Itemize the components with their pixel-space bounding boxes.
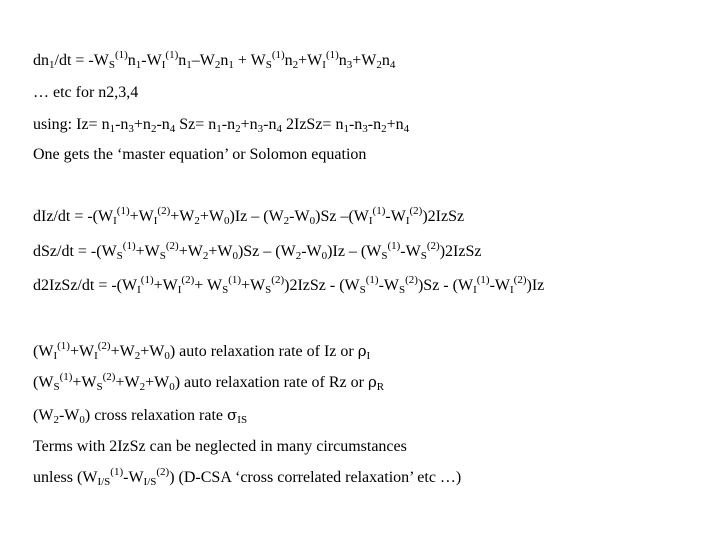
subscript: I xyxy=(137,284,141,296)
subscript: 4 xyxy=(403,123,410,135)
text-segment: + W xyxy=(194,277,223,294)
subscript: I xyxy=(153,215,158,227)
superscript: (1) xyxy=(57,340,70,352)
text-segment: -n xyxy=(367,116,382,133)
text-segment: ) auto relaxation rate of Rz or xyxy=(174,374,368,391)
subscript: 3 xyxy=(257,123,264,135)
superscript: (2) xyxy=(181,274,195,286)
superscript: (1) xyxy=(116,205,130,217)
text-segment: n xyxy=(381,52,390,69)
subscript: 2 xyxy=(202,250,209,262)
superscript: (1) xyxy=(110,466,124,478)
subscript: S xyxy=(265,59,272,71)
subscript: S xyxy=(116,250,123,262)
text-segment: +W xyxy=(140,343,165,360)
text-segment: -n xyxy=(348,116,363,133)
greek-symbol: ρ xyxy=(367,373,377,391)
subscript: 4 xyxy=(276,123,282,135)
cross-relaxation-line xyxy=(33,405,712,426)
text-segment: (W xyxy=(33,343,54,360)
superscript: (2) xyxy=(156,466,170,478)
text-segment: +W xyxy=(208,243,233,260)
text-segment: unless (W xyxy=(33,469,98,486)
text-segment: Terms with 2IzSz can be neglected in many circumstances xyxy=(33,438,407,455)
auto-relaxation-iz-line xyxy=(33,341,712,362)
rate-equation-dn1-line xyxy=(33,51,712,71)
subscript: S xyxy=(399,284,406,296)
superscript: (1) xyxy=(228,274,242,286)
superscript: (2) xyxy=(409,205,423,217)
superscript: (1) xyxy=(387,240,401,252)
subscript: I xyxy=(473,284,477,296)
subscript: 2 xyxy=(376,59,382,71)
text-segment: +W xyxy=(298,52,323,69)
text-segment: -W xyxy=(400,243,421,260)
superscript: (2) xyxy=(97,340,111,352)
text-segment: -W xyxy=(123,469,144,486)
subscript: 0 xyxy=(309,215,316,227)
text-segment: )Iz – (W xyxy=(327,243,382,260)
text-segment: )Sz - (W xyxy=(417,277,474,294)
subscript: 2 xyxy=(134,350,141,362)
subscript: I/S xyxy=(97,476,111,488)
text-segment: 2IzSz= n xyxy=(281,116,344,133)
subscript: 1 xyxy=(49,59,55,71)
superscript: (1) xyxy=(114,49,128,61)
subscript: S xyxy=(222,284,229,296)
subscript: 0 xyxy=(164,350,170,362)
subscript: S xyxy=(265,284,272,296)
text-segment: d2IzSz/dt = -(W xyxy=(33,277,138,294)
subscript: 1 xyxy=(343,123,349,135)
text-segment: +W xyxy=(241,277,266,294)
text-segment: +W xyxy=(178,243,203,260)
subscript: S xyxy=(96,381,103,393)
text-segment: n xyxy=(284,52,293,69)
text-segment: (W xyxy=(33,374,54,391)
subscript: 2 xyxy=(214,59,221,71)
subscript: 0 xyxy=(321,250,328,262)
subscript: 2 xyxy=(194,215,200,227)
text-segment: -n xyxy=(221,116,236,133)
subscript: S xyxy=(159,250,166,262)
superscript: (1) xyxy=(271,49,285,61)
text-segment: n xyxy=(127,52,136,69)
subscript: 4 xyxy=(389,59,396,71)
subscript: 4 xyxy=(169,123,176,135)
text-segment: -W xyxy=(58,407,80,424)
text-segment: +W xyxy=(129,208,154,225)
text-segment: –W xyxy=(191,52,215,69)
neglect-terms-line xyxy=(33,437,712,457)
superscript: (1) xyxy=(365,274,379,286)
superscript: (2) xyxy=(426,240,440,252)
text-segment: One gets the ‘master equation’ or Solomon equation xyxy=(33,146,367,163)
text-segment: +W xyxy=(199,208,224,225)
text-segment: /dt = -W xyxy=(54,52,109,69)
text-segment: … etc for n2,3,4 xyxy=(33,84,139,101)
text-segment: -W xyxy=(385,208,406,225)
etc-note-line xyxy=(33,83,712,103)
text-segment: -W xyxy=(289,208,310,225)
text-segment: n xyxy=(220,52,229,69)
subscript: 2 xyxy=(235,123,241,135)
text-segment: +W xyxy=(170,208,195,225)
subscript: IS xyxy=(237,414,248,426)
subscript: 0 xyxy=(79,414,85,426)
diz-dt-equation-line xyxy=(33,207,712,227)
text-segment: + W xyxy=(233,52,266,69)
subscript: I/S xyxy=(143,476,157,488)
subscript: 0 xyxy=(169,381,175,393)
subscript: I xyxy=(366,350,371,362)
subscript: S xyxy=(381,250,388,262)
subscript: 2 xyxy=(295,250,302,262)
text-segment: Sz= n xyxy=(175,116,217,133)
superscript: (1) xyxy=(165,49,179,61)
superscript: (1) xyxy=(122,240,136,252)
subscript: 0 xyxy=(223,215,230,227)
subscript: I xyxy=(177,284,182,296)
subscript: 1 xyxy=(109,123,116,135)
text-segment: +W xyxy=(153,277,178,294)
text-segment: +n xyxy=(386,116,404,133)
subscript: 1 xyxy=(135,59,142,71)
text-segment: -n xyxy=(156,116,170,133)
subscript: I xyxy=(405,215,410,227)
text-segment: -W xyxy=(489,277,510,294)
d2izsz-dt-equation-line xyxy=(33,276,712,296)
subscript: 2 xyxy=(139,381,146,393)
text-segment: )Sz – (W xyxy=(237,243,296,260)
subscript: 1 xyxy=(216,123,222,135)
subscript: 3 xyxy=(362,123,368,135)
subscript: I xyxy=(53,350,58,362)
text-segment: -W xyxy=(141,52,162,69)
definitions-line xyxy=(33,115,712,135)
text-segment: +W xyxy=(115,374,140,391)
greek-symbol: ρ xyxy=(357,342,367,360)
superscript: (1) xyxy=(476,274,490,286)
superscript: (1) xyxy=(372,205,386,217)
text-segment: +W xyxy=(110,343,135,360)
subscript: S xyxy=(359,284,366,296)
superscript: (1) xyxy=(325,49,339,61)
superscript: (2) xyxy=(513,274,527,286)
subscript: S xyxy=(108,59,115,71)
text-segment: ) auto relaxation rate of Iz or xyxy=(169,343,358,360)
superscript: (1) xyxy=(59,371,73,383)
subscript: I xyxy=(510,284,514,296)
auto-relaxation-rz-line xyxy=(33,372,712,393)
master-equation-intro-line xyxy=(33,145,712,165)
text-segment: -W xyxy=(378,277,400,294)
subscript: 2 xyxy=(150,123,157,135)
subscript: S xyxy=(53,381,60,393)
subscript: I xyxy=(113,215,117,227)
text-segment: )Iz – (W xyxy=(229,208,284,225)
subscript: I xyxy=(94,350,98,362)
superscript: (1) xyxy=(140,274,154,286)
text-segment: n xyxy=(338,52,347,69)
subscript: 3 xyxy=(128,123,134,135)
superscript: (2) xyxy=(271,274,285,286)
text-segment: dIz/dt = -(W xyxy=(33,208,114,225)
text-segment: (W xyxy=(33,407,54,424)
subscript: 0 xyxy=(232,250,238,262)
subscript: R xyxy=(376,381,385,393)
superscript: (2) xyxy=(102,371,116,383)
text-segment: ) (D-CSA ‘cross correlated relaxation’ etc …) xyxy=(169,469,462,486)
text-segment: dSz/dt = -(W xyxy=(33,243,117,260)
text-segment: +W xyxy=(145,374,170,391)
text-segment: -n xyxy=(263,116,277,133)
subscript: 2 xyxy=(292,59,299,71)
subscript: S xyxy=(420,250,427,262)
text-segment: -W xyxy=(301,243,322,260)
subscript: I xyxy=(368,215,373,227)
subscript: I xyxy=(161,59,166,71)
text-segment: using: Iz= n xyxy=(33,116,110,133)
text-segment: )2IzSz - (W xyxy=(284,277,360,294)
superscript: (2) xyxy=(165,240,179,252)
text-segment: +W xyxy=(135,243,160,260)
text-segment: +n xyxy=(133,116,151,133)
subscript: 2 xyxy=(283,215,290,227)
subscript: 1 xyxy=(186,59,192,71)
subscript: 2 xyxy=(53,414,59,426)
text-segment: -n xyxy=(115,116,129,133)
subscript: I xyxy=(322,59,326,71)
dsz-dt-equation-line xyxy=(33,242,712,262)
text-segment: n xyxy=(178,52,187,69)
subscript: 3 xyxy=(346,59,353,71)
text-segment: +W xyxy=(352,52,377,69)
text-segment: dn xyxy=(33,52,49,69)
text-segment: +W xyxy=(72,374,97,391)
text-segment: )2IzSz xyxy=(439,243,482,260)
unless-clause-line xyxy=(33,468,712,488)
greek-symbol: σ xyxy=(227,406,238,424)
superscript: (2) xyxy=(157,205,171,217)
text-segment: )Iz xyxy=(526,277,545,294)
text-segment: +n xyxy=(240,116,258,133)
superscript: (2) xyxy=(405,274,418,286)
subscript: 1 xyxy=(228,59,234,71)
subscript: 2 xyxy=(381,123,387,135)
text-segment: )2IzSz xyxy=(422,208,465,225)
text-segment: +W xyxy=(69,343,95,360)
text-segment: ) cross relaxation rate xyxy=(84,407,228,424)
text-segment: )Sz –(W xyxy=(315,208,369,225)
